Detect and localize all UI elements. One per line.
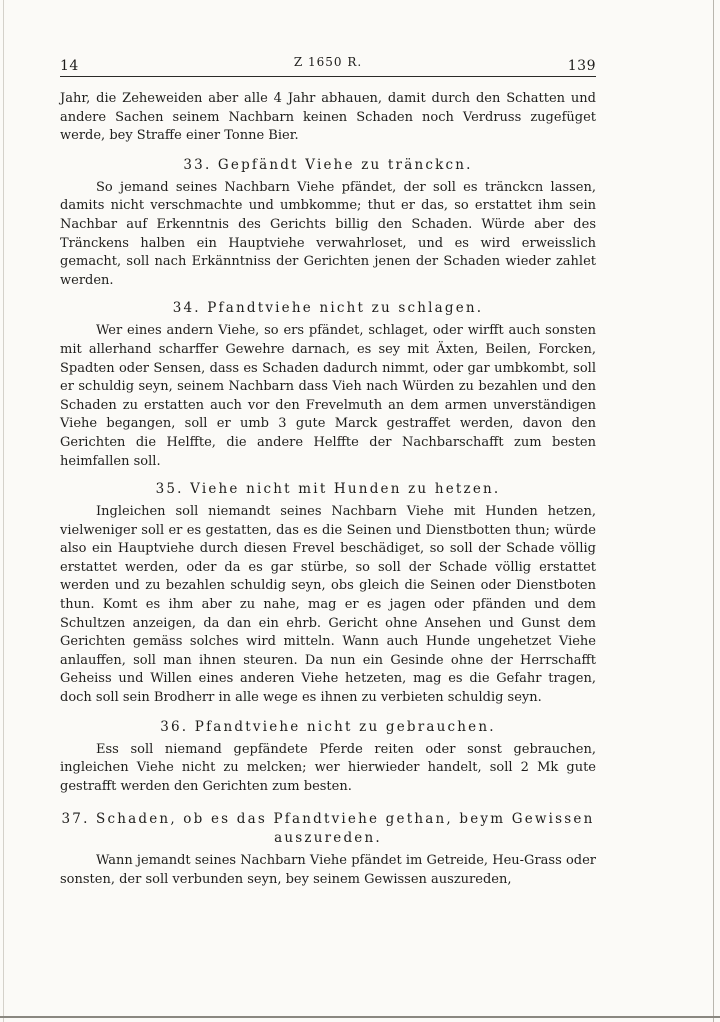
page-number-right: 139 — [567, 58, 596, 74]
section-heading-35: 35. Viehe nicht mit Hunden zu hetzen. — [155, 481, 501, 498]
section-body-33: So jemand seines Nachbarn Viehe pfändet, der soll es tränckcn lassen, damits nicht verschmachte und umbkomme; thut er das, so erstattet ihm sein Nachbar auf Erkenntnis des Gerichts billig den Schaden. Würde aber des Tränckens halben ein Hauptviehe verwahrloset, und es wird erweisslich gemacht, soll nach Erkänntniss der Gerichten jenen der Schaden wieder zahlet werden. — [60, 179, 596, 288]
scan-right-edge — [713, 0, 714, 1022]
section-body-36: Ess soll niemand gepfändete Pferde reiten oder sonst gebrauchen, ingleichen Viehe nicht zu melcken; wer hierwieder handelt, soll 2 Mk gute gestrafft werden den Gerichten zum besten. — [60, 741, 596, 794]
page-header — [60, 54, 596, 74]
section-heading-36: 36. Pfandtviehe nicht zu gebrauchen. — [160, 718, 496, 735]
page-number-left: 14 — [60, 58, 79, 74]
section-body-34: Wer eines andern Viehe, so ers pfändet, schlaget, oder wirfft auch sonsten mit allerhand scharffer Gewehre darnach, es sey mit Äxten, Beilen, Forcken, Spadten oder Sensen, dass es Schaden dadurch nimmt, oder gar umbkombt, soll er schuldig seyn, seinem Nachbarn dass Vieh nach Würden zu bezahlen und den Schaden zu erstatten auch vor den Frevelmuth an dem armen unverständigen Viehe begangen, soll er umb 3 gute Marck gestraffet werden, davon den Gerichten die Helffte, die andere Helffte der Nachbarschafft zum besten heimfallen soll. — [60, 323, 596, 469]
header-rule — [60, 76, 596, 77]
section-heading-37: 37. Schaden, ob es das Pfandtviehe gethan, beym Gewissen auszureden. — [61, 811, 595, 847]
document-page — [60, 54, 596, 890]
section-body-35: Ingleichen soll niemandt seines Nachbarn Viehe mit Hunden hetzen, vielweniger soll er es gestatten, das es die Seinen und Dienstbotten thun; würde also ein Hauptviehe durch diesen Frevel beschädiget, so soll der Schade völlig erstattet werden, oder da es gar stürbe, so soll der Schade völlig erstattet werden und zu bezahlen schuldig seyn, obs gleich die Seinen oder Dienstboten thun. Komt es ihm aber zu nahe, mag er es jagen oder pfänden und dem Schultzen anzeigen, da dan ein ehrb. Gericht ohne Ansehen und Gunst dem Gerichten gemäss solches wird mitteln. Wann auch Hunde ungehetzet Viehe anlauffen, soll man ihnen steuren. Da nun ein Gesinde ohne der Herrschafft Geheiss und Willen eines anderen Viehe hetzeten, mag es die Gefahr tragen, doch soll sein Brodherr in alle wege es ihnen zu verbieten schuldig seyn. — [60, 504, 596, 706]
running-title: Z 1650 R. — [293, 55, 363, 69]
scan-bottom-edge — [0, 1016, 720, 1018]
intro-paragraph: Jahr, die Zeheweiden aber alle 4 Jahr abhauen, damit durch den Schatten und andere Sachen seinem Nachbarn keinen Schaden noch Verdruss zugefüget werde, bey Straffe einer Tonne Bier. — [60, 91, 596, 144]
section-heading-34: 34. Pfandtviehe nicht zu schlagen. — [172, 300, 484, 317]
scan-left-edge — [3, 0, 4, 1022]
section-heading-33: 33. Gepfändt Viehe zu tränckcn. — [183, 156, 473, 173]
section-body-37: Wann jemandt seines Nachbarn Viehe pfändet im Getreide, Heu-Grass oder sonsten, der soll verbunden seyn, bey seinem Gewissen auszureden, — [60, 853, 596, 887]
